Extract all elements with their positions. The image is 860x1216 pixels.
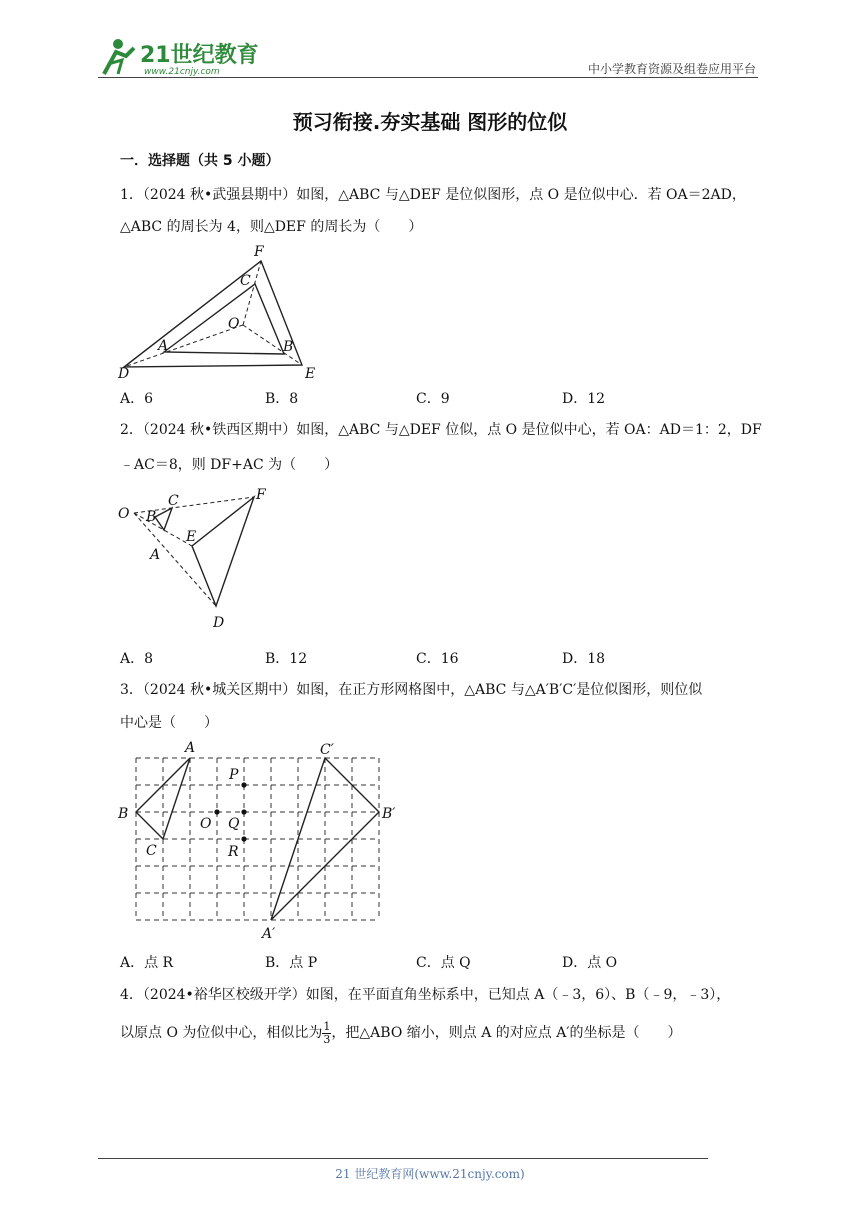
logo xyxy=(96,34,266,78)
logo-text: 21世纪教育 xyxy=(140,43,259,68)
label-a-prime: A′ xyxy=(262,926,276,942)
question-text-part2: ，把△ABO 缩小，则点 A 的对应点 A′的坐标是（ ） xyxy=(331,1025,682,1041)
point-q xyxy=(241,809,246,814)
question-number: 1． xyxy=(120,187,143,203)
triangle-abc xyxy=(164,284,284,354)
label-a: A xyxy=(158,338,169,354)
logo-url: www.21cnjy.com xyxy=(144,67,220,77)
option-a[interactable]: A．8 xyxy=(120,651,154,667)
question-4-line2 xyxy=(120,1018,682,1048)
label-b: B xyxy=(146,509,157,525)
option-a[interactable]: A．点 R xyxy=(120,955,174,971)
label-e: E xyxy=(186,529,197,545)
question-number: 2． xyxy=(120,422,143,438)
question-text-line1: （2024 秋•铁西区期中）如图，△ABC 与△DEF 位似，点 O 是位似中心，若 OA：AD＝1：2，DF xyxy=(142,422,762,438)
label-c: C xyxy=(168,493,179,509)
option-d[interactable]: D．12 xyxy=(562,391,606,407)
label-d: D xyxy=(118,366,130,382)
option-b[interactable]: B．点 P xyxy=(265,955,318,971)
label-c-prime: C′ xyxy=(320,742,334,758)
footer-text: 21 世纪教育网(www.21cnjy.com) xyxy=(335,1167,525,1181)
grid xyxy=(136,758,379,920)
label-c: C xyxy=(240,273,251,289)
triangle-abc xyxy=(155,508,172,530)
figure-1 xyxy=(112,240,332,385)
figure-2 xyxy=(112,485,282,635)
question-3 xyxy=(120,675,702,705)
option-b[interactable]: B．8 xyxy=(265,391,299,407)
question-text-line1: （2024 秋•城关区期中）如图，在正方形网格图中，△ABC 与△A′B′C′是位似图形，则位似 xyxy=(142,682,703,698)
fraction-numerator: 1 xyxy=(323,1019,331,1033)
question-2-line2: ﹣AC＝8，则 DF+AC 为（ ） xyxy=(120,457,339,473)
page-title: 预习衔接.夯实基础 图形的位似 xyxy=(292,110,568,134)
question-number: 4． xyxy=(120,987,143,1003)
point-r xyxy=(241,836,246,841)
label-b: B xyxy=(118,806,129,822)
option-b[interactable]: B．12 xyxy=(265,651,308,667)
question-4 xyxy=(120,980,730,1010)
label-o: O xyxy=(118,506,130,522)
triangle-def xyxy=(124,261,302,367)
option-c[interactable]: C．9 xyxy=(416,391,450,407)
option-d[interactable]: D．18 xyxy=(562,651,606,667)
option-c[interactable]: C．点 Q xyxy=(416,955,471,971)
question-text-line1: （2024•裕华区校级开学）如图，在平面直角坐标系中，已知点 A（﹣3，6）、B（﹣9，﹣3）， xyxy=(142,987,731,1003)
point-p xyxy=(241,782,246,787)
question-3-line2: 中心是（ ） xyxy=(120,715,218,731)
question-text-line1: （2024 秋•武强县期中）如图，△ABC 与△DEF 是位似图形，点 O 是位似中心．若 OA＝2AD， xyxy=(142,187,746,203)
option-d[interactable]: D．点 O xyxy=(562,955,618,971)
header-divider xyxy=(98,77,758,78)
footer-divider xyxy=(98,1158,708,1159)
label-f: F xyxy=(254,244,264,260)
section-heading: 一．选择题（共 5 小题） xyxy=(120,153,280,169)
question-1-line2: △ABC 的周长为 4，则△DEF 的周长为（ ） xyxy=(120,219,423,235)
question-text-part1: 以原点 O 为位似中心，相似比为 xyxy=(120,1025,323,1041)
question-1 xyxy=(120,180,746,210)
question-number: 3． xyxy=(120,682,143,698)
label-f: F xyxy=(256,487,266,503)
label-b: B xyxy=(283,339,294,355)
label-b-prime: B′ xyxy=(382,806,396,822)
label-p: P xyxy=(229,767,239,783)
label-e: E xyxy=(305,366,316,382)
option-c[interactable]: C．16 xyxy=(416,651,459,667)
label-c: C xyxy=(146,843,157,859)
triangle-def xyxy=(192,497,254,606)
label-q: Q xyxy=(228,816,240,832)
figure-3 xyxy=(112,735,412,945)
point-o xyxy=(214,809,219,814)
label-r: R xyxy=(228,844,239,860)
label-o: O xyxy=(228,316,240,332)
option-a[interactable]: A．6 xyxy=(120,391,154,407)
label-a: A xyxy=(185,740,196,756)
label-d: D xyxy=(213,615,225,631)
label-o: O xyxy=(200,816,212,832)
label-a: A xyxy=(150,547,161,563)
platform-name: 中小学教育资源及组卷应用平台 xyxy=(587,62,756,76)
question-2 xyxy=(120,415,762,445)
fraction-denominator: 3 xyxy=(323,1032,331,1046)
